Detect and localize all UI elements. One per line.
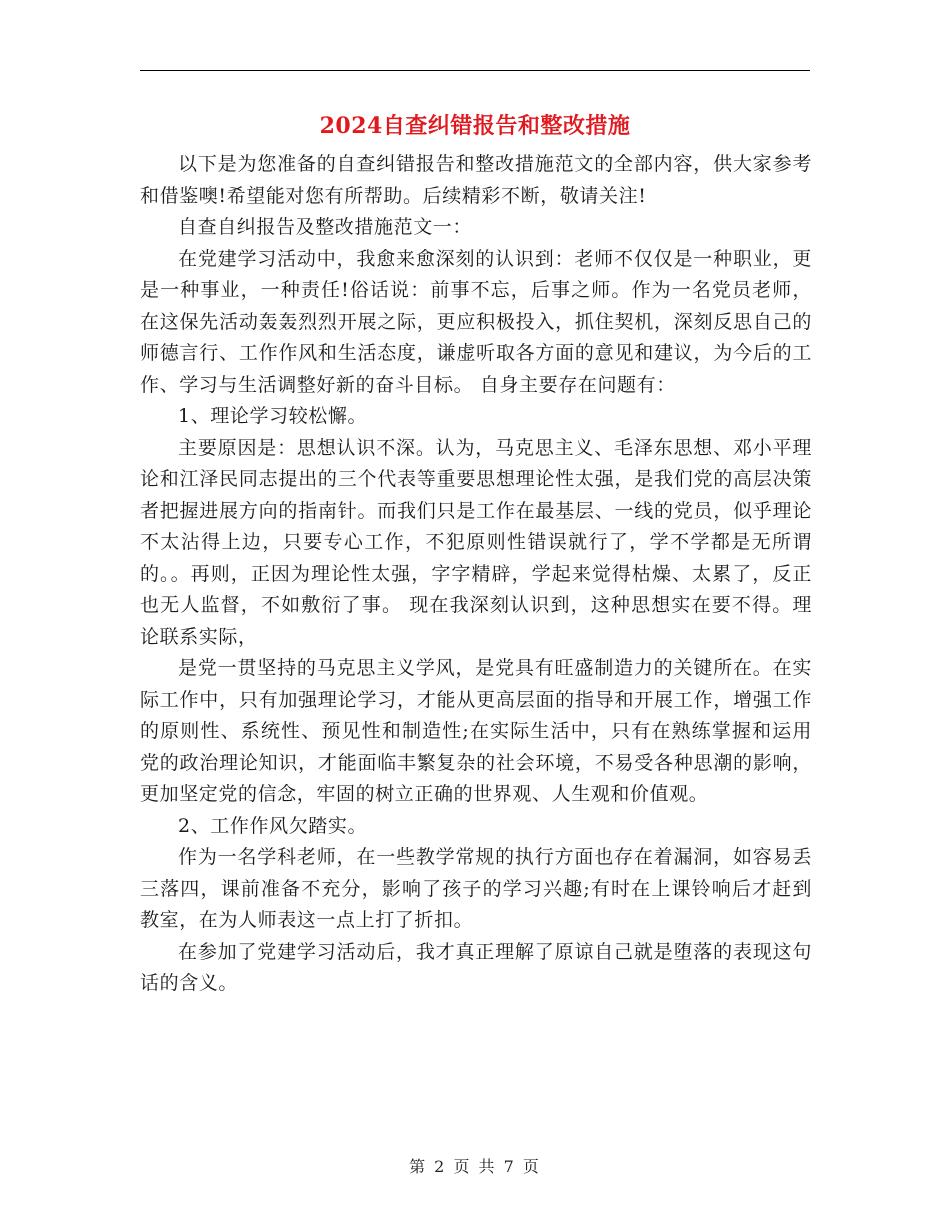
paragraph-issue-1-reason: 主要原因是：思想认识不深。认为，马克思主义、毛泽东思想、邓小平理论和江泽民同志提出的三个代表等重要思想理论性太强，是我们党的高层决策者把握进展方向的指南针。而我们只是工作在最基层、一线的党员，似乎理论不太沾得上边，只要专心工作，不犯原则性错误就行了，学不学都是无所谓的。。再则，正因为理论性太强，字字精辟，学起来觉得枯燥、太累了，反正也无人监督，不如敷衍了事。 现在我深刻认识到，这种思想实在要不得。理论联系实际， [140, 436, 812, 648]
paragraph-issue-1-analysis: 是党一贯坚持的马克思主义学风，是党具有旺盛制造力的关键所在。在实际工作中，只有加强理论学习，才能从更高层面的指导和开展工作，增强工作的原则性、系统性、预见性和制造性;在实际生活中，只有在熟练掌握和运用党的政治理论知识，才能面临丰繁复杂的社会环境，不易受各种思潮的影响，更加坚定党的信念，牢固的树立正确的世界观、人生观和价值观。 [140, 657, 812, 805]
page-number-footer: 第 2 页 共 7 页 [409, 1157, 541, 1176]
paragraph-issue-2-heading: 2、工作作风欠踏实。 [178, 814, 368, 837]
paragraph-issue-1-heading: 1、理论学习较松懈。 [178, 405, 368, 427]
paragraph-issue-2-detail: 作为一名学科老师，在一些教学常规的执行方面也存在着漏洞，如容易丢三落四，课前准备不充分，影响了孩子的学习兴趣;有时在上课铃响后才赶到教室，在为人师表这一点上打了折扣。 [140, 846, 812, 931]
paragraph-intro: 以下是为您准备的自查纠错报告和整改措施范文的全部内容，供大家参考和借鉴噢!希望能对您有所帮助。后续精彩不断，敬请关注! [140, 153, 812, 207]
paragraph-reflection: 在党建学习活动中，我愈来愈深刻的认识到：老师不仅仅是一种职业，更是一种事业，一种责任!俗话说：前事不忘，后事之师。作为一名党员老师，在这保先活动轰轰烈烈开展之际，更应积极投入，抓住契机，深刻反思自己的师德言行、工作作风和生活态度，谦虚听取各方面的意见和建议，为今后的工作、学习与生活调整好新的奋斗目标。 自身主要存在问题有： [140, 247, 812, 396]
header-rule [140, 70, 810, 71]
paragraph-sample-heading: 自查自纠报告及整改措施范文一： [178, 216, 473, 238]
paragraph-closing: 在参加了党建学习活动后，我才真正理解了原谅自己就是堕落的表现这句话的含义。 [140, 940, 812, 994]
document-title: 2024自查纠错报告和整改措施 [319, 113, 631, 139]
document-body [140, 149, 812, 1000]
